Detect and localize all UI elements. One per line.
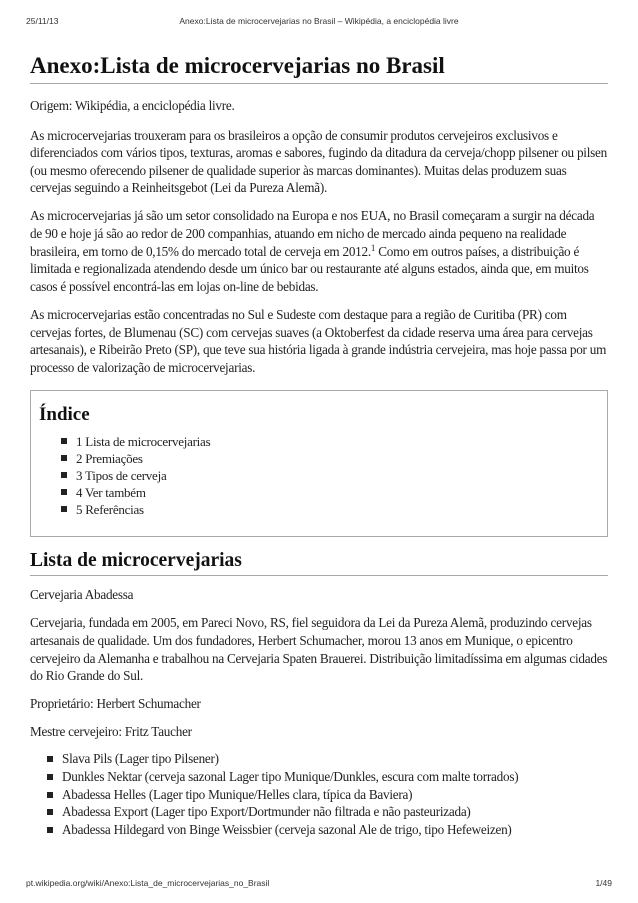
toc-item-ver-tambem[interactable]: 4 Ver também — [61, 484, 599, 501]
print-header — [26, 16, 612, 28]
page-title: Anexo:Lista de microcervejarias no Brasil — [30, 52, 608, 84]
list-item: Abadessa Hildegard von Binge Weissbier (cerveja sazonal Ale de trigo, tipo Hefeweizen) — [47, 821, 608, 839]
intro-paragraph-3: As microcervejarias estão concentradas no Sul e Sudeste com destaque para a região de Curitiba (PR) com cervejas fortes, de Blumenau (SC) com cervejas suaves (a Oktoberfest da cidade reserva uma área para cervejas artesanais), e Ribeirão Preto (SP), que teve sua história ligada à grande indústria cervejeira, mas hoje passa por um processo de valorização de microcervejarias. — [30, 306, 607, 375]
brewery-brewmaster: Mestre cervejeiro: Fritz Taucher — [30, 724, 192, 740]
intro-paragraph-2 — [30, 207, 608, 295]
toc-item-referencias[interactable]: 5 Referências — [61, 501, 599, 518]
toc-list — [61, 433, 599, 518]
list-item: Abadessa Helles (Lager tipo Munique/Helles clara, típica da Baviera) — [47, 786, 608, 804]
intro-paragraph-2-tail: Como em outros países, a distribuição é limitada e regionalizada atendendo desde um único bar ou restaurante até alguns estados, ainda que, em muitos casos é possível encontrá-las em lojas on-line de bebidas. — [30, 243, 589, 294]
print-page-title: Anexo:Lista de microcervejarias no Brasil – Wikipédia, a enciclopédia livre — [179, 16, 459, 26]
article-content — [30, 52, 608, 838]
article-origin: Origem: Wikipédia, a enciclopédia livre. — [30, 98, 235, 113]
print-date: 25/11/13 — [26, 16, 59, 26]
section-heading: Lista de microcervejarias — [30, 549, 608, 576]
brewery-owner: Proprietário: Herbert Schumacher — [30, 696, 201, 712]
toc-item-lista[interactable]: 1 Lista de microcervejarias — [61, 433, 599, 450]
toc-item-tipos[interactable]: 3 Tipos de cerveja — [61, 467, 599, 484]
print-footer — [26, 878, 612, 890]
list-item: Slava Pils (Lager tipo Pilsener) — [47, 750, 608, 768]
brewery-name: Cervejaria Abadessa — [30, 587, 134, 603]
reference-link[interactable]: 1 — [370, 242, 376, 253]
print-url: pt.wikipedia.org/wiki/Anexo:Lista_de_microcervejarias_no_Brasil — [26, 878, 270, 888]
intro-paragraph-1: As microcervejarias trouxeram para os brasileiros a opção de consumir produtos cervejeiros exclusivos e diferenciados com vários tipos, texturas, aromas e sabores, fugindo da ditadura da cerveja/chopp pilsener ou pilsen (ou mesmo oferecendo pilsener de qualidade superior às marcas dominantes). Muitas delas produzem suas cervejas seguindo a Reinheitsgebot (Lei da Pureza Alemã). — [30, 127, 607, 196]
toc-item-premiacoes[interactable]: 2 Premiações — [61, 450, 599, 467]
list-item: Dunkles Nektar (cerveja sazonal Lager tipo Munique/Dunkles, escura com malte torrados) — [47, 768, 608, 786]
intro-paragraph-2-text: As microcervejarias já são um setor consolidado na Europa e nos EUA, no Brasil começaram a surgir na década de 90 e hoje já são ao redor de 200 companhias, atuando em nicho de mercado ainda pequeno na realidade brasileira, em torno de 0,15% do mercado total de cerveja em 2012. — [30, 208, 595, 259]
list-item: Abadessa Export (Lager tipo Export/Dortmunder não filtrada e não pasteurizada) — [47, 803, 608, 821]
brewery-description: Cervejaria, fundada em 2005, em Pareci Novo, RS, fiel seguidora da Lei da Pureza Alemã, produzindo cervejas artesanais de qualidade. Um dos fundadores, Herbert Schumacher, morou 13 anos em Munique, o epicentro cervejeiro da Alemanha e trabalhou na Cervejaria Spaten Brauerei. Distribuição limitadíssima em algumas cidades do Rio Grande do Sul. — [30, 615, 608, 684]
toc-title: Índice — [39, 404, 90, 426]
page-number: 1/49 — [595, 878, 612, 888]
beer-list — [47, 750, 608, 838]
table-of-contents — [30, 390, 608, 537]
